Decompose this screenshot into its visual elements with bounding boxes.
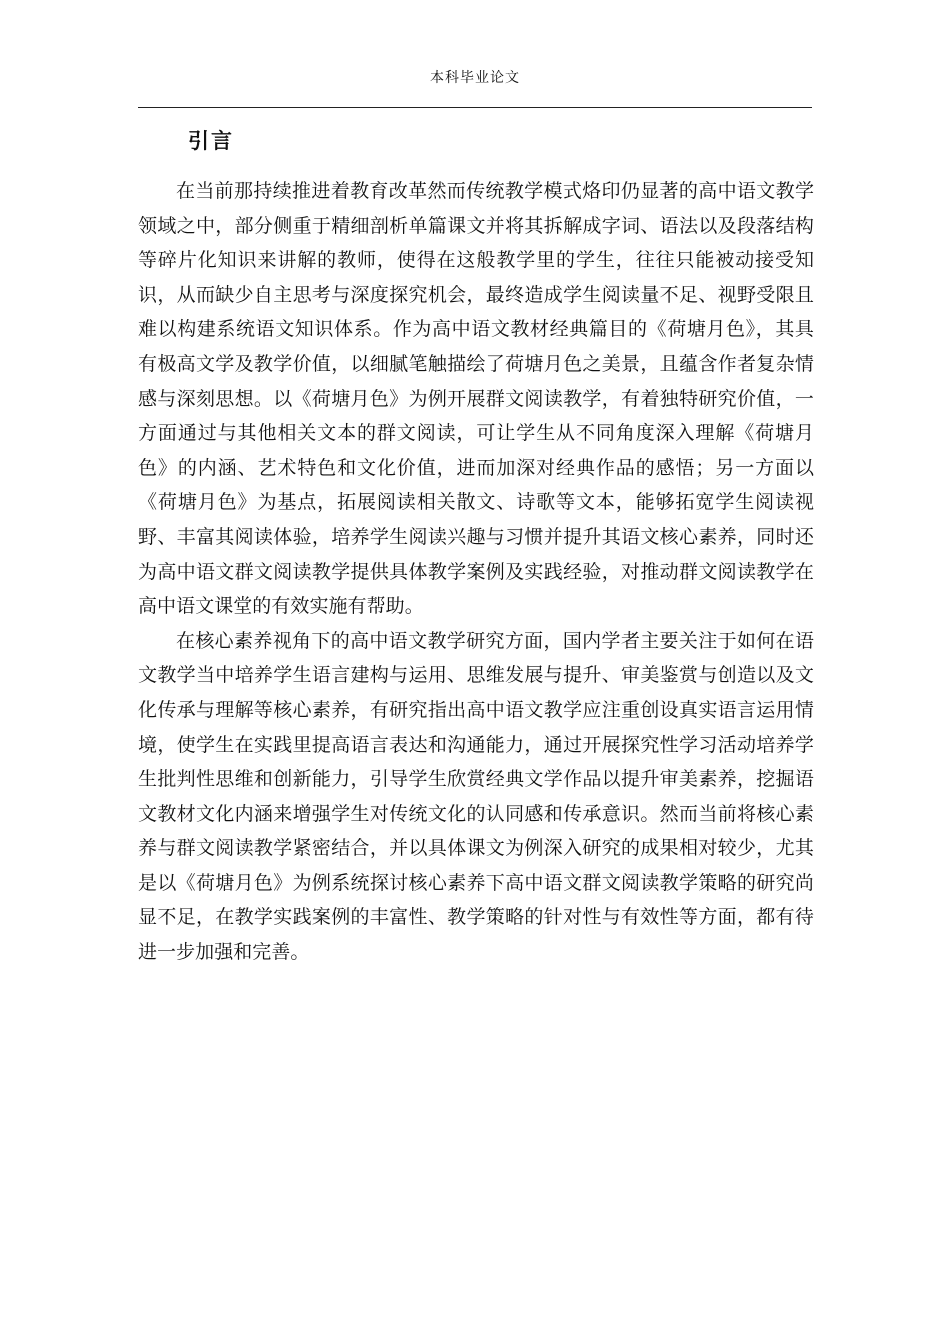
body-text xyxy=(138,174,814,970)
header-divider xyxy=(138,107,812,108)
paragraph-2: 在核心素养视角下的高中语文教学研究方面，国内学者主要关注于如何在语文教学当中培养学生语言建构与运用、思维发展与提升、审美鉴赏与创造以及文化传承与理解等核心素养，有研究指出高中语文教学应注重创设真实语言运用情境，使学生在实践里提高语言表达和沟通能力，通过开展探究性学习活动培养学生批判性思维和创新能力，引导学生欣赏经典文学作品以提升审美素养，挖掘语文教材文化内涵来增强学生对传统文化的认同感和传承意识。然而当前将核心素养与群文阅读教学紧密结合，并以具体课文为例深入研究的成果相对较少，尤其是以《荷塘月色》为例系统探讨核心素养下高中语文群文阅读教学策略的研究尚显不足，在教学实践案例的丰富性、教学策略的针对性与有效性等方面，都有待进一步加强和完善。 xyxy=(138,629,814,964)
running-header: 本科毕业论文 xyxy=(430,70,520,86)
section-title: 引言 xyxy=(188,128,234,153)
paragraph-1: 在当前那持续推进着教育改革然而传统教学模式烙印仍显著的高中语文教学领域之中，部分侧重于精细剖析单篇课文并将其拆解成字词、语法以及段落结构等碎片化知识来讲解的教师，使得在这般教学里的学生，往往只能被动接受知识，从而缺少自主思考与深度探究机会，最终造成学生阅读量不足、视野受限且难以构建系统语文知识体系。作为高中语文教材经典篇目的《荷塘月色》，其具有极高文学及教学价值，以细腻笔触描绘了荷塘月色之美景，且蕴含作者复杂情感与深刻思想。以《荷塘月色》为例开展群文阅读教学，有着独特研究价值，一方面通过与其他相关文本的群文阅读，可让学生从不同角度深入理解《荷塘月色》的内涵、艺术特色和文化价值，进而加深对经典作品的感悟；另一方面以《荷塘月色》为基点，拓展阅读相关散文、诗歌等文本，能够拓宽学生阅读视野、丰富其阅读体验，培养学生阅读兴趣与习惯并提升其语文核心素养，同时还为高中语文群文阅读教学提供具体教学案例及实践经验，对推动群文阅读教学在高中语文课堂的有效实施有帮助。 xyxy=(138,180,814,618)
